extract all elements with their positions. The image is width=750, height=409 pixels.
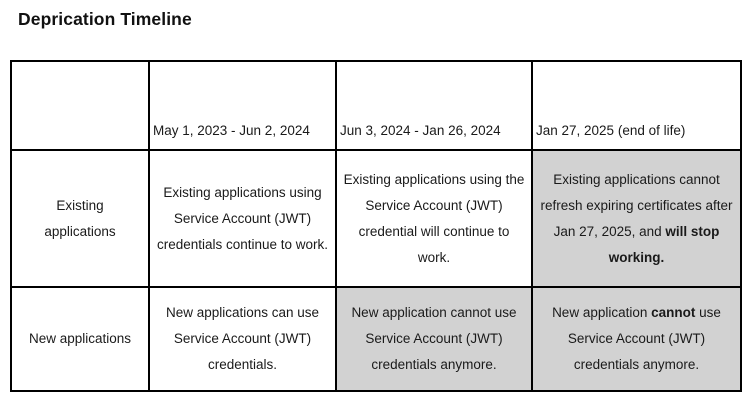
corner-cell <box>11 61 149 150</box>
table-row-new-applications <box>11 287 741 391</box>
cell-text: Existing applications cannot refresh expiring certificates after Jan 27, 2025, and <box>540 171 733 239</box>
table-row-existing-applications <box>11 150 741 287</box>
cell-text: New applications can use Service Account (JWT) credentials. <box>165 305 320 372</box>
cell-text: New application cannot use Service Account (JWT) credentials anymore. <box>351 305 517 372</box>
column-header-period-1: May 1, 2023 - Jun 2, 2024 <box>149 61 336 150</box>
table-header-row <box>11 61 741 150</box>
cell-new-period-2 <box>336 287 532 391</box>
document-page <box>0 9 750 392</box>
cell-text-bold: cannot <box>651 305 696 320</box>
row-label-existing-applications: Existing applications <box>11 150 149 287</box>
cell-existing-period-3 <box>532 150 741 287</box>
cell-text: Existing applications using the Service Account (JWT) credential will continue to work. <box>343 171 525 265</box>
cell-text: Existing applications using Service Account (JWT) credentials continue to work. <box>156 184 329 252</box>
row-label-new-applications: New applications <box>11 287 149 391</box>
deprecation-timeline-table <box>10 60 742 392</box>
cell-existing-period-1 <box>149 150 336 287</box>
cell-new-period-3 <box>532 287 741 391</box>
column-header-period-3: Jan 27, 2025 (end of life) <box>532 61 741 150</box>
page-title: Deprication Timeline <box>18 9 192 29</box>
column-header-period-2: Jun 3, 2024 - Jan 26, 2024 <box>336 61 532 150</box>
cell-text: use Service Account (JWT) credentials anymore. <box>567 305 721 372</box>
cell-existing-period-2 <box>336 150 532 287</box>
cell-new-period-1 <box>149 287 336 391</box>
cell-text-bold: will stop working. <box>608 223 720 265</box>
cell-text: New application <box>552 305 652 320</box>
